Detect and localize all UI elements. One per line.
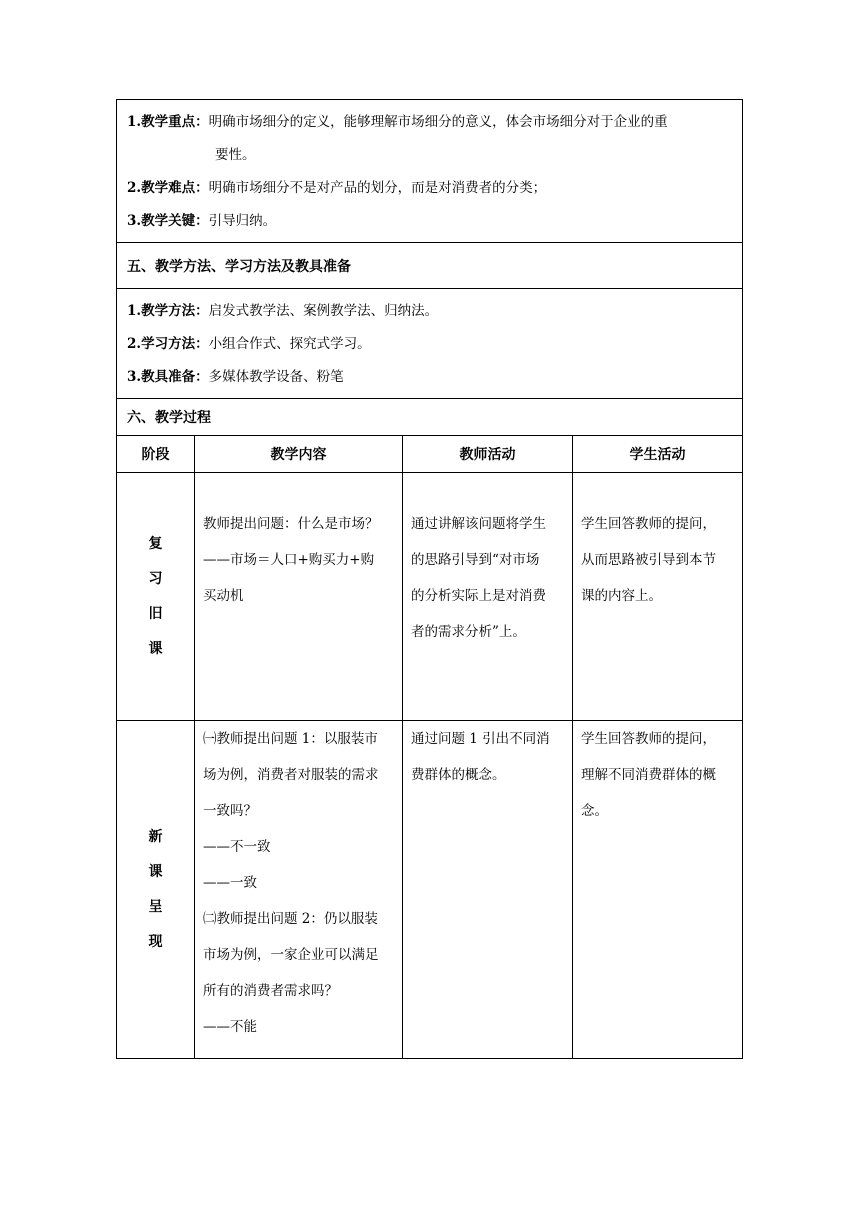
teacher-cell [403,473,573,721]
column-header-student: 学生活动 [573,436,743,473]
student-cell [573,473,743,721]
focus-item [127,106,734,139]
student-line: 念。 [581,803,608,819]
student-line: 学生回答教师的提问， [581,731,716,747]
student-line: 课的内容上。 [581,588,662,604]
content-line: 市场为例，一家企业可以满足 [203,947,379,963]
stage-char: 习 [148,570,163,587]
content-line: 教师提出问题：什么是市场？ [203,516,379,532]
content-line: ㈠教师提出问题 1：以服装市 [203,731,378,747]
stage-char: 课 [148,640,163,657]
column-header-content: 教学内容 [195,436,403,473]
methods-heading: 五、教学方法、学习方法及教具准备 [117,243,743,289]
table-row [117,473,743,721]
focus-section [117,100,743,243]
methods-heading-row [117,243,743,289]
method-text: 多媒体教学设备、粉笔 [208,369,344,385]
methods-row [117,289,743,399]
teacher-line: 者的需求分析”上。 [411,624,526,640]
focus-label: 2.教学难点： [127,180,209,196]
content-line: ——一致 [203,875,257,891]
focus-item [127,205,734,238]
teacher-line: 的思路引导到“对市场 [411,552,540,568]
content-line: 场为例，消费者对服装的需求 [203,767,379,783]
content-line: ——市场＝人口+购买力+购 [203,552,375,568]
column-header-stage: 阶段 [117,436,195,473]
content-line: 买动机 [203,588,244,604]
column-header-row [117,436,743,473]
content-cell [195,473,403,721]
method-text: 启发式教学法、案例教学法、归纳法。 [208,303,439,319]
stage-char: 新 [148,828,163,845]
stage-char: 复 [148,535,163,552]
student-line: 学生回答教师的提问， [581,516,716,532]
method-label: 1.教学方法： [127,303,209,319]
lesson-plan-table [116,99,743,1059]
stage-cell [117,721,195,1059]
stage-char: 现 [148,933,163,950]
process-heading: 六、教学过程 [117,399,743,436]
table-row [117,721,743,1059]
student-line: 理解不同消费群体的概 [581,767,716,783]
process-heading-row [117,399,743,436]
focus-item [127,172,734,205]
stage-char: 旧 [148,605,163,622]
student-cell [573,721,743,1059]
focus-label: 1.教学重点： [127,114,209,130]
teacher-line: 通过讲解该问题将学生 [411,516,546,532]
teacher-line: 通过问题 1 引出不同消 [411,731,550,747]
content-line: ——不能 [203,1019,257,1035]
stage-char: 课 [148,863,163,880]
method-text: 小组合作式、探究式学习。 [208,336,371,352]
teacher-cell [403,721,573,1059]
content-line: ——不一致 [203,839,271,855]
column-header-teacher: 教师活动 [403,436,573,473]
focus-text-cont: 要性。 [215,147,256,163]
focus-text: 明确市场细分不是对产品的划分，而是对消费者的分类； [208,180,547,196]
content-cell [195,721,403,1059]
methods-section [117,289,743,399]
content-line: 一致吗？ [203,803,257,819]
focus-row [117,100,743,243]
focus-label: 3.教学关键： [127,213,209,229]
teacher-line: 的分析实际上是对消费 [411,588,546,604]
focus-text: 引导归纳。 [208,213,277,229]
focus-text: 明确市场细分的定义，能够理解市场细分的意义，体会市场细分对于企业的重 [208,114,668,130]
method-item [127,328,734,361]
teacher-line: 费群体的概念。 [411,767,506,783]
student-line: 从而思路被引导到本节 [581,552,716,568]
stage-char: 呈 [148,898,163,915]
method-label: 2.学习方法： [127,336,209,352]
lesson-plan-sheet [116,99,742,1059]
stage-cell [117,473,195,721]
method-item [127,295,734,328]
content-line: 所有的消费者需求吗？ [203,983,338,999]
method-item [127,361,734,394]
content-line: ㈡教师提出问题 2：仍以服装 [203,911,378,927]
method-label: 3.教具准备： [127,369,209,385]
